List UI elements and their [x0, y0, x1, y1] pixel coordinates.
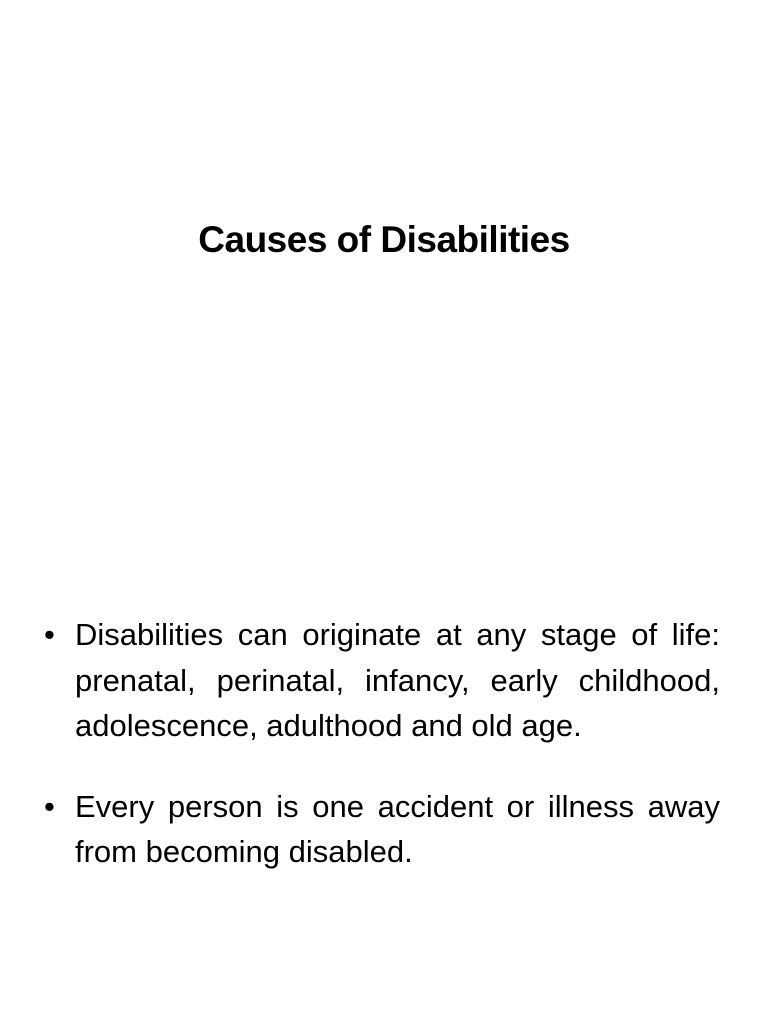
bullet-item	[44, 784, 720, 875]
bullet-marker: •	[44, 617, 55, 652]
slide-title: Causes of Disabilities	[198, 219, 570, 260]
bullet-text: Disabilities can originate at any stage of life: prenatal, perinatal, infancy, early childhood, adolescence, adulthood and old age.	[75, 617, 720, 743]
bullet-list	[44, 612, 720, 910]
bullet-item	[44, 612, 720, 749]
bullet-marker: •	[44, 788, 55, 824]
bullet-text: Every person is one accident or illness away from becoming disabled.	[75, 788, 720, 869]
